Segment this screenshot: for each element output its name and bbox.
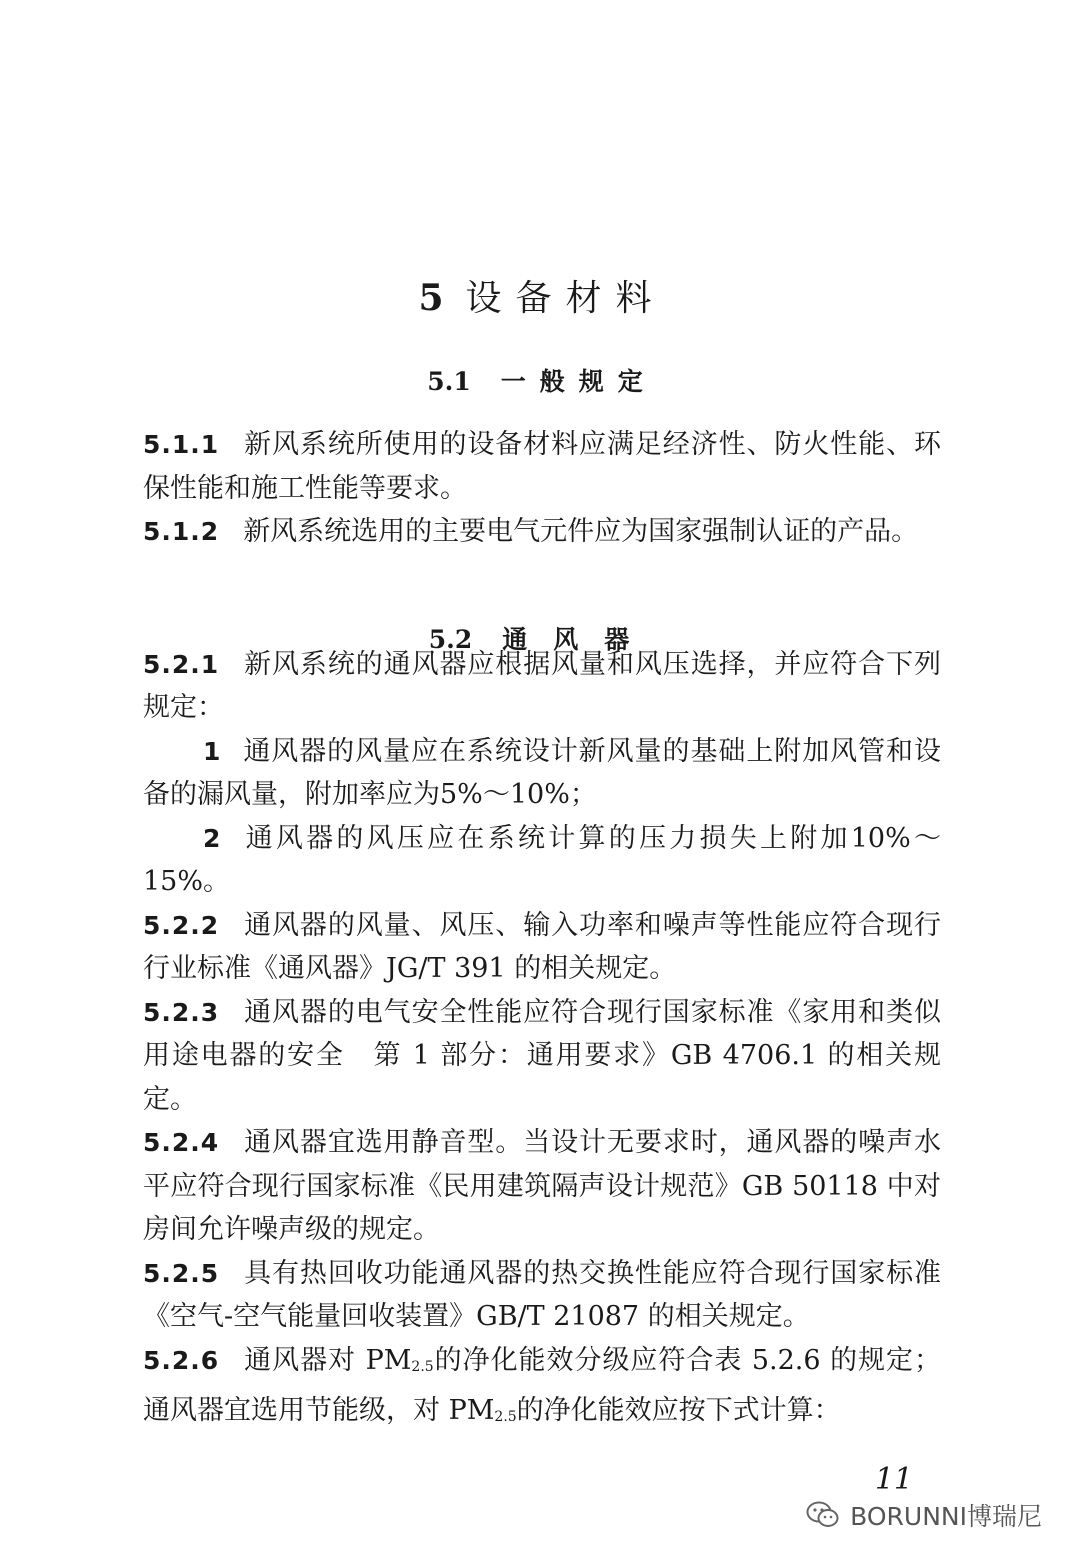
- subscript: 2.5: [494, 1409, 517, 1425]
- section-title-text: 一般规定: [500, 367, 657, 396]
- document-page: [143, 0, 941, 1565]
- watermark: [806, 1497, 1042, 1533]
- clause-number: 5.2.4: [143, 1128, 220, 1157]
- clause-5-1-1: [143, 423, 941, 510]
- section-title-5-1: [143, 362, 941, 398]
- clause-5-2-5: [143, 1252, 941, 1339]
- clause-number: 5.1.2: [143, 517, 220, 546]
- item-text: 通风器的风压应在系统计算的压力损失上附加10%～15%。: [143, 822, 941, 897]
- clause-number: 5.2.5: [143, 1258, 220, 1288]
- clause-5-2-3: [143, 991, 941, 1122]
- section-number: 5.1: [427, 367, 471, 396]
- chapter-number: 5: [418, 277, 444, 319]
- clause-text: 通风器的风量、风压、输入功率和噪声等性能应符合现行行业标准《通风器》JG/T 391 的相关规定。: [143, 909, 941, 984]
- clause-5-2-2: [143, 904, 941, 991]
- clause-5-1-2: [143, 510, 941, 554]
- clause-number: 5.2.3: [143, 997, 220, 1027]
- section-number: 5.2: [428, 625, 473, 654]
- clause-5-2-1: [143, 643, 941, 730]
- clause-text: 新风系统选用的主要电气元件应为国家强制认证的产品。: [243, 516, 919, 547]
- chapter-title-text: 设备材料: [465, 278, 666, 319]
- subscript: 2.5: [411, 1358, 434, 1375]
- clause-number: 5.2.1: [143, 649, 220, 679]
- clause-text: 通风器宜选用静音型。当设计无要求时，通风器的噪声水平应符合现行国家标准《民用建筑隔声设计规范》GB 50118 中对房间允许噪声级的规定。: [143, 1127, 941, 1245]
- section-spacer: [143, 554, 941, 643]
- clause-number: 5.2.6: [143, 1345, 220, 1375]
- document-body: [143, 423, 941, 1440]
- clause-text-part: 通风器对 PM: [243, 1344, 412, 1376]
- clause-text: 新风系统所使用的设备材料应满足经济性、防火性能、环保性能和施工性能等要求。: [143, 429, 941, 504]
- clause-5-2-6: [143, 1339, 941, 1440]
- clause-5-2-1-item-1: [143, 730, 941, 817]
- item-text: 通风器的风量应在系统设计新风量的基础上附加风管和设备的漏风量，附加率应为5%～10%；: [143, 735, 941, 810]
- clause-text: 通风器的电气安全性能应符合现行国家标准《家用和类似用途电器的安全 第 1 部分：通用要求》GB 4706.1 的相关规定。: [143, 996, 941, 1115]
- item-number: 1: [203, 736, 221, 766]
- clause-text-part: 的净化能效应按下式计算：: [516, 1395, 841, 1426]
- clause-text: 新风系统的通风器应根据风量和风压选择，并应符合下列规定：: [143, 648, 941, 723]
- watermark-text: BORUNNI博瑞尼: [850, 1502, 1042, 1531]
- clause-number: 5.1.1: [143, 430, 220, 459]
- section-title-text: 通风器: [502, 625, 656, 654]
- clause-text-part: 的净化能效分级应符合表 5.2.6 的规定；通风器宜选用节能级，对 PM: [143, 1344, 941, 1426]
- clause-text: 具有热回收功能通风器的热交换性能应符合现行国家标准《空气-空气能量回收装置》GB/T 21087 的相关规定。: [143, 1257, 941, 1332]
- wechat-icon: [806, 1500, 840, 1530]
- chapter-title: [143, 270, 941, 321]
- clause-5-2-1-item-2: [143, 817, 941, 904]
- clause-5-2-4: [143, 1121, 941, 1252]
- clause-number: 5.2.2: [143, 910, 220, 940]
- page-number: 11: [874, 1462, 913, 1497]
- item-number: 2: [203, 823, 221, 853]
